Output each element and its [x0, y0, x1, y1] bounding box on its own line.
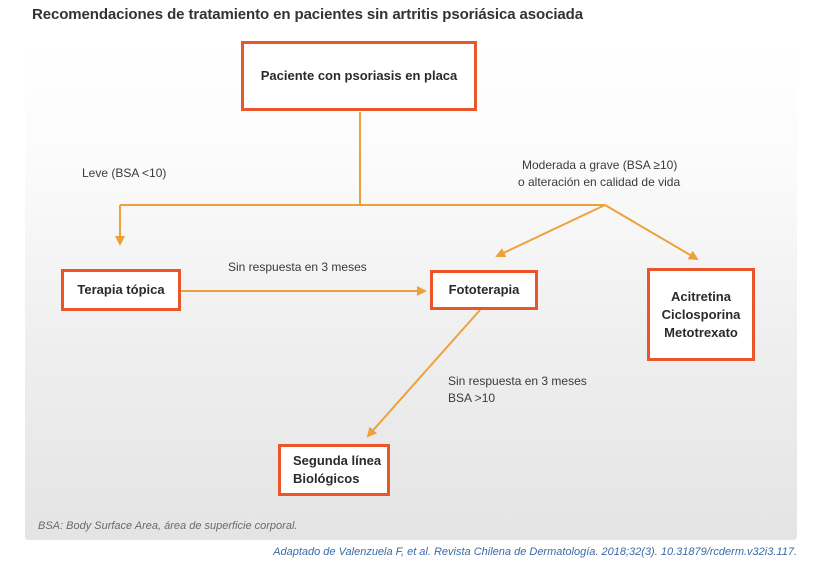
edge-label-no-response-bsa-line: BSA >10: [448, 391, 496, 405]
node-systemic-item: Acitretina: [671, 288, 731, 304]
edge-to-photo: [497, 205, 605, 256]
footnote: BSA: Body Surface Area, área de superficie corporal.: [38, 520, 298, 532]
edge-label-no-response-bsa: [448, 373, 587, 407]
source-citation: Adaptado de Valenzuela F, et al. Revista Chilena de Dermatología. 2018;32(3). 10.31879/rcderm.v32i3.117.: [273, 546, 797, 558]
edge-to-systemic: [605, 205, 697, 259]
node-topical-label: Terapia tópica: [77, 282, 165, 297]
edge-label-moderate: [518, 157, 680, 191]
node-second-line-item: Biológicos: [293, 471, 360, 486]
node-systemic: [647, 268, 755, 361]
node-photo-label: Fototerapia: [448, 282, 520, 297]
node-phototherapy: [430, 270, 538, 310]
node-systemic-item: Ciclosporina: [661, 306, 741, 322]
diagram-title: Recomendaciones de tratamiento en pacientes sin artritis psoriásica asociada: [32, 6, 583, 23]
node-topical: [61, 269, 181, 311]
edge-label-no-response: Sin respuesta en 3 meses: [228, 260, 367, 274]
edge-label-moderate-line: o alteración en calidad de vida: [518, 175, 681, 189]
edge-label-mild: Leve (BSA <10): [82, 166, 167, 180]
node-root-label: Paciente con psoriasis en placa: [260, 68, 458, 83]
node-second-line-item: Segunda línea: [293, 453, 382, 468]
node-systemic-item: Metotrexato: [664, 324, 738, 340]
edge-label-moderate-line: Moderada a grave (BSA ≥10): [522, 158, 678, 172]
node-root: [241, 41, 477, 111]
edge-label-no-response-bsa-line: Sin respuesta en 3 meses: [448, 374, 587, 388]
node-second-line: [278, 444, 390, 496]
